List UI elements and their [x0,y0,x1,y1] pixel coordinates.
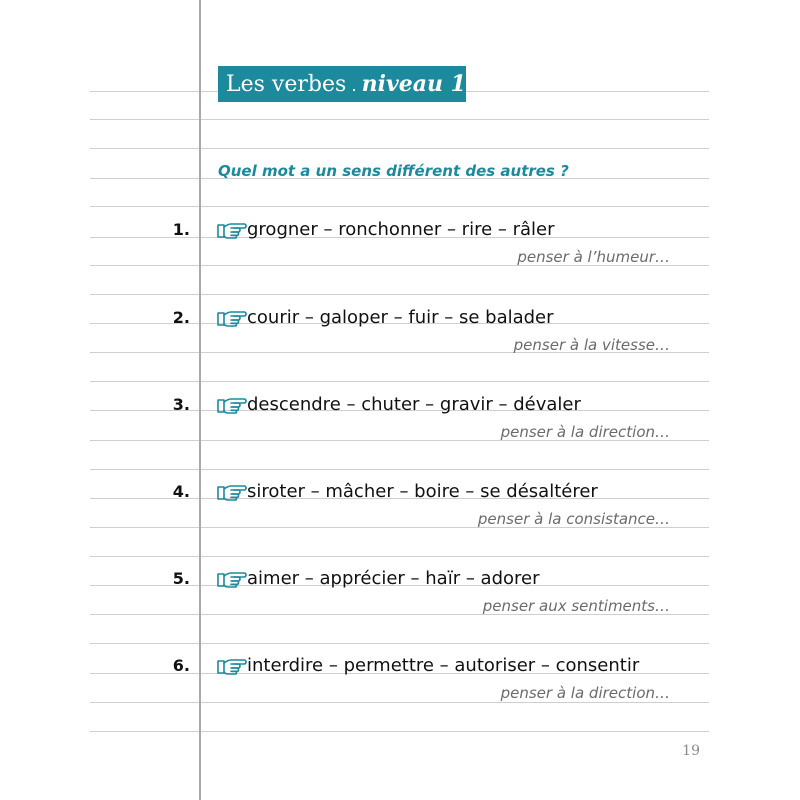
pointing-hand-icon [217,483,247,501]
item-number: 2. [172,308,190,327]
item-words: interdire – permettre – autoriser – consentir [247,655,640,676]
pointing-hand-icon [217,221,247,239]
ruled-line [90,731,709,732]
exercise-item [0,308,800,368]
item-number: 1. [172,220,190,239]
item-hint: penser à la direction… [500,423,670,441]
exercise-item [0,656,800,716]
item-number: 3. [172,395,190,414]
title-main: Les verbes [226,71,347,97]
ruled-line [90,206,709,207]
item-hint: penser aux sentiments… [482,597,670,615]
page-title [218,66,466,102]
ruled-line [90,294,709,295]
ruled-line [90,469,709,470]
item-words: grogner – ronchonner – rire – râler [247,219,555,240]
ruled-line [90,119,709,120]
exercise-item [0,569,800,629]
item-words: siroter – mâcher – boire – se désaltérer [247,481,598,502]
pointing-hand-icon [217,570,247,588]
item-hint: penser à la direction… [500,684,670,702]
ruled-line [90,148,709,149]
pointing-hand-icon [217,657,247,675]
item-words: descendre – chuter – gravir – dévaler [247,394,581,415]
question-text: Quel mot a un sens différent des autres ? [218,162,569,180]
ruled-line [90,556,709,557]
ruled-line [90,381,709,382]
exercise-item [0,220,800,280]
title-dash [353,89,354,91]
item-hint: penser à la vitesse… [513,336,670,354]
exercise-item [0,482,800,542]
item-words: courir – galoper – fuir – se balader [247,307,554,328]
item-number: 5. [172,569,190,588]
item-words: aimer – apprécier – haïr – adorer [247,568,540,589]
item-hint: penser à l’humeur… [517,248,670,266]
title-level: niveau 1 [361,71,466,97]
page-number: 19 [682,743,700,759]
item-number: 6. [172,656,190,675]
item-hint: penser à la consistance… [477,510,670,528]
pointing-hand-icon [217,309,247,327]
item-number: 4. [172,482,190,501]
pointing-hand-icon [217,396,247,414]
exercise-item [0,395,800,455]
ruled-line [90,643,709,644]
